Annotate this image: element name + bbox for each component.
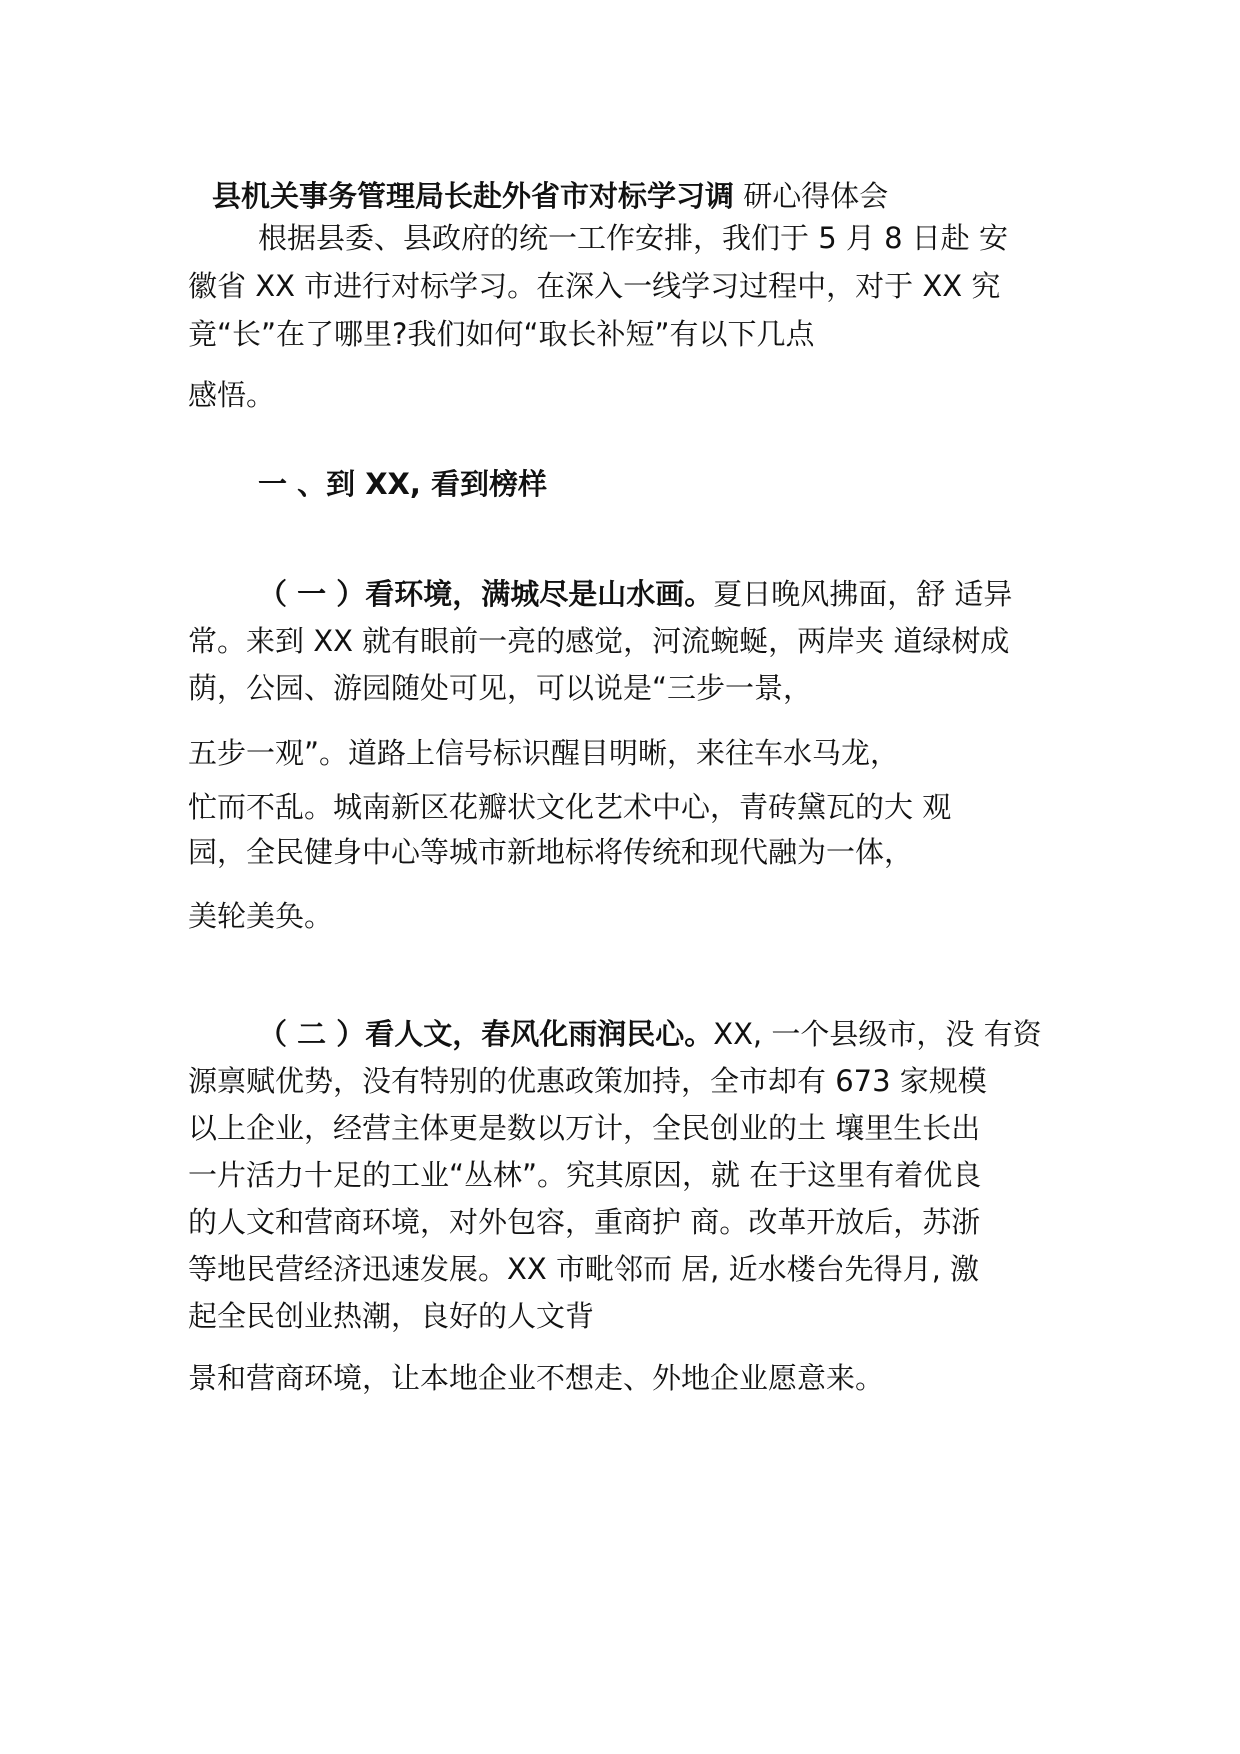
intro-line-4: 感悟。 bbox=[188, 378, 276, 412]
title-rest-part: 研心得体会 bbox=[734, 179, 889, 213]
para2-line-2: 源禀赋优势，没有特别的优惠政策加持，全市却有 673 家规模 bbox=[188, 1064, 987, 1098]
para1-line1-rest: 夏日晚风拂面，舒 适异 bbox=[713, 577, 1013, 611]
para2-line-7: 起全民创业热潮，良好的人文背 bbox=[188, 1299, 595, 1333]
document-title bbox=[212, 176, 888, 216]
para2-line1-rest: XX, 一个县级市，没 有资 bbox=[713, 1017, 1042, 1051]
intro-line-3: 竟“长”在了哪里?我们如何“取长补短”有以下几点 bbox=[188, 317, 815, 351]
section-heading: 一 、到 XX, 看到榜样 bbox=[258, 467, 548, 501]
intro-line-1: 根据县委、县政府的统一工作安排，我们于 5 月 8 日赴 安 bbox=[258, 221, 1008, 255]
para2-line-5: 的人文和营商环境，对外包容，重商护 商。改革开放后，苏浙 bbox=[188, 1205, 981, 1239]
intro-line-2: 徽省 XX 市进行对标学习。在深入一线学习过程中，对于 XX 究 bbox=[188, 269, 1001, 303]
title-bold-part: 县机关事务管理局长赴外省市对标学习调 bbox=[212, 179, 735, 213]
para1-lead: （ 一 ）看环境，满城尽是山水画。 bbox=[258, 577, 714, 611]
para2-line-1 bbox=[258, 1014, 1042, 1054]
para2-line-3: 以上企业，经营主体更是数以万计，全民创业的土 壤里生长出 bbox=[188, 1111, 981, 1145]
para1-line-2: 常。来到 XX 就有眼前一亮的感觉，河流蜿蜒，两岸夹 道绿树成 bbox=[188, 624, 1010, 658]
para2-line-8: 景和营商环境，让本地企业不想走、外地企业愿意来。 bbox=[188, 1361, 885, 1395]
para1-line-5: 忙而不乱。城南新区花瓣状文化艺术中心，青砖黛瓦的大 观 bbox=[188, 790, 952, 824]
para2-line-6: 等地民营经济迅速发展。XX 市毗邻而 居, 近水楼台先得月, 激 bbox=[188, 1252, 980, 1286]
para1-line-6: 园，全民健身中心等城市新地标将传统和现代融为一体， bbox=[188, 835, 914, 869]
para1-line-1 bbox=[258, 574, 1012, 614]
para1-line-3: 荫，公园、游园随处可见，可以说是“三步一景， bbox=[188, 671, 813, 705]
para2-line-4: 一片活力十足的工业“丛林”。究其原因，就 在于这里有着优良 bbox=[188, 1158, 982, 1192]
para1-line-7: 美轮美奂。 bbox=[188, 899, 334, 933]
para2-lead: （ 二 ）看人文，春风化雨润民心。 bbox=[258, 1017, 714, 1051]
para1-line-4: 五步一观”。道路上信号标识醒目明晰，来往车水马龙， bbox=[188, 736, 900, 770]
